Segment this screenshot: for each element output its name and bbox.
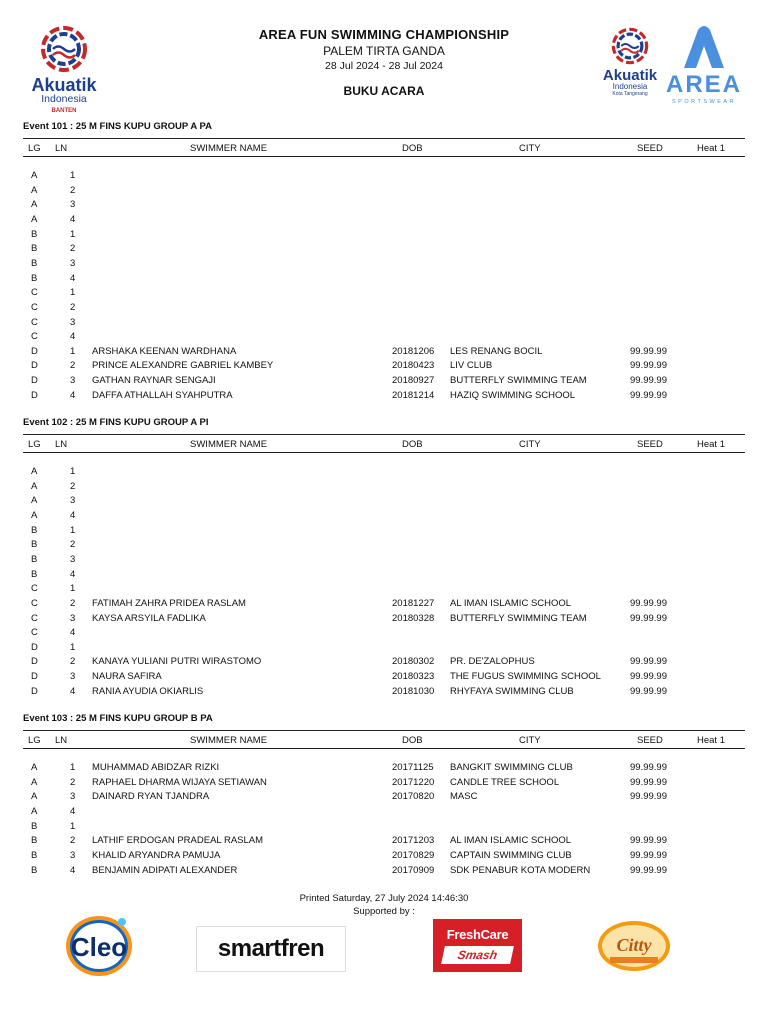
swimmer-name: FATIMAH ZAHRA PRIDEA RASLAM xyxy=(92,597,246,609)
col-header-lg: LG xyxy=(28,439,41,450)
lane-group: D xyxy=(31,656,38,668)
akuatik-sub: Indonesia xyxy=(41,93,87,105)
lane-group: A xyxy=(31,791,38,803)
table-row xyxy=(0,302,768,317)
swimmer-name: DAINARD RYAN TJANDRA xyxy=(92,791,210,803)
header-rule-bottom xyxy=(23,156,745,157)
lane-group: A xyxy=(31,805,38,817)
seed-time: 99.99.99 xyxy=(630,685,667,697)
seed-time: 99.99.99 xyxy=(630,597,667,609)
col-header-swimmer-name: SWIMMER NAME xyxy=(190,735,268,746)
lane-group: D xyxy=(31,389,38,401)
akuatik-word: Akuatik xyxy=(31,75,97,95)
table-row xyxy=(0,229,768,244)
lane-group: B xyxy=(31,524,38,536)
lane-number: 4 xyxy=(70,331,76,343)
swimmer-club: AL IMAN ISLAMIC SCHOOL xyxy=(450,835,572,847)
event-title: Event 101 : 25 M FINS KUPU GROUP A PA xyxy=(23,121,212,132)
lane-group: D xyxy=(31,375,38,387)
swimmer-dob: 20180302 xyxy=(392,656,435,668)
col-header-dob: DOB xyxy=(402,439,423,450)
lane-number: 2 xyxy=(70,656,76,668)
lane-number: 4 xyxy=(70,627,76,639)
table-row xyxy=(0,583,768,598)
swimmer-dob: 20181214 xyxy=(392,389,435,401)
col-header-dob: DOB xyxy=(402,735,423,746)
table-row xyxy=(0,569,768,584)
swimmer-dob: 20171125 xyxy=(392,762,434,773)
swimmer-name: MUHAMMAD ABIDZAR RIZKI xyxy=(92,762,220,773)
seed-time: 99.99.99 xyxy=(630,849,667,861)
swimmer-name: ARSHAKA KEENAN WARDHANA xyxy=(92,345,237,357)
akuatik-banten-logo xyxy=(22,24,106,114)
table-row xyxy=(0,627,768,642)
lane-number: 4 xyxy=(70,805,76,817)
swimmer-dob: 20170829 xyxy=(392,849,435,861)
lane-number: 4 xyxy=(70,864,76,876)
lane-group: B xyxy=(31,835,38,847)
lane-number: 1 xyxy=(70,170,76,181)
col-header-city: CITY xyxy=(519,439,541,450)
lane-group: A xyxy=(31,776,38,788)
akuatik-ring-icon xyxy=(607,26,653,66)
lane-number: 1 xyxy=(70,287,76,299)
swimmer-dob: 20171203 xyxy=(392,835,435,847)
table-row xyxy=(0,287,768,302)
table-row xyxy=(0,791,768,806)
venue: PALEM TIRTA GANDA xyxy=(323,44,445,58)
lane-group: C xyxy=(31,316,38,328)
seed-time: 99.99.99 xyxy=(630,375,667,387)
citty-logo xyxy=(596,919,672,973)
lane-number: 2 xyxy=(70,539,76,551)
lane-group: C xyxy=(31,612,38,624)
swimmer-club: THE FUGUS SWIMMING SCHOOL xyxy=(450,671,601,683)
col-header-heat: Heat 1 xyxy=(697,439,725,450)
swimmer-dob: 20170909 xyxy=(392,864,435,876)
header-rule-top xyxy=(23,138,745,139)
akuatik-ring-icon xyxy=(35,24,93,74)
table-row xyxy=(0,613,768,628)
table-row xyxy=(0,199,768,214)
swimmer-dob: 20170820 xyxy=(392,791,435,803)
cleo-word: Cleo xyxy=(70,932,128,962)
swimmer-name: RAPHAEL DHARMA WIJAYA SETIAWAN xyxy=(92,776,267,788)
smartfren-logo xyxy=(196,926,346,972)
table-row xyxy=(0,835,768,850)
col-header-swimmer-name: SWIMMER NAME xyxy=(190,439,268,450)
table-row xyxy=(0,598,768,613)
page-header xyxy=(0,0,768,120)
event-title: Event 103 : 25 M FINS KUPU GROUP B PA xyxy=(23,713,213,724)
lane-group: B xyxy=(31,849,38,861)
lane-group: A xyxy=(31,480,38,492)
lane-group: A xyxy=(31,199,38,211)
lane-number: 3 xyxy=(70,316,76,328)
freshcare-word: FreshCare xyxy=(446,927,509,942)
akuatik-tangerang-logo xyxy=(594,26,666,97)
lane-number: 4 xyxy=(70,509,76,521)
header-rule-top xyxy=(23,434,745,435)
swimmer-dob: 20181030 xyxy=(392,685,435,697)
akuatik-region: Kota Tangerang xyxy=(612,90,648,97)
table-row xyxy=(0,360,768,375)
table-row xyxy=(0,686,768,701)
col-header-lg: LG xyxy=(28,735,41,746)
lane-group: C xyxy=(31,583,38,595)
swimmer-club: HAZIQ SWIMMING SCHOOL xyxy=(450,389,576,401)
table-row xyxy=(0,243,768,258)
cleo-logo xyxy=(62,912,136,978)
col-header-ln: LN xyxy=(55,735,68,746)
lane-number: 3 xyxy=(70,849,76,861)
akuatik-word: Akuatik xyxy=(602,67,658,84)
swimmer-name: RANIA AYUDIA OKIARLIS xyxy=(92,685,204,697)
swimmer-club: MASC xyxy=(450,791,478,803)
lane-number: 1 xyxy=(70,228,76,240)
lane-number: 2 xyxy=(70,835,76,847)
table-row xyxy=(0,331,768,346)
akuatik-region: BANTEN xyxy=(51,107,77,114)
lane-number: 2 xyxy=(70,360,76,372)
lane-number: 1 xyxy=(70,762,76,773)
swimmer-name: BENJAMIN ADIPATI ALEXANDER xyxy=(92,864,238,876)
lane-group: B xyxy=(31,228,38,240)
seed-time: 99.99.99 xyxy=(630,656,667,668)
table-row xyxy=(0,554,768,569)
book-title: BUKU ACARA xyxy=(343,84,425,98)
lane-group: A xyxy=(31,762,38,773)
lane-group: B xyxy=(31,568,38,580)
lane-number: 3 xyxy=(70,671,76,683)
col-header-ln: LN xyxy=(55,439,68,450)
swimmer-dob: 20171220 xyxy=(392,776,435,788)
lane-number: 3 xyxy=(70,375,76,387)
table-row xyxy=(0,390,768,405)
lane-number: 1 xyxy=(70,641,76,653)
col-header-ln: LN xyxy=(55,143,68,154)
swimmer-name: GATHAN RAYNAR SENGAJI xyxy=(92,375,216,387)
swimmer-club: CANDLE TREE SCHOOL xyxy=(450,776,560,788)
seed-time: 99.99.99 xyxy=(630,612,667,624)
event-dates: 28 Jul 2024 - 28 Jul 2024 xyxy=(325,60,443,72)
lane-group: C xyxy=(31,627,38,639)
table-row xyxy=(0,510,768,525)
col-header-lg: LG xyxy=(28,143,41,154)
swimmer-name: KANAYA YULIANI PUTRI WIRASTOMO xyxy=(92,656,262,668)
lane-number: 3 xyxy=(70,495,76,507)
swimmer-name: LATHIF ERDOGAN PRADEAL RASLAM xyxy=(92,835,264,847)
swimmer-dob: 20180323 xyxy=(392,671,435,683)
lane-number: 3 xyxy=(70,257,76,269)
lane-number: 1 xyxy=(70,466,76,477)
lane-number: 1 xyxy=(70,583,76,595)
seed-time: 99.99.99 xyxy=(630,776,667,788)
lane-number: 4 xyxy=(70,213,76,225)
swimmer-club: SDK PENABUR KOTA MODERN xyxy=(450,864,591,876)
freshcare-sub: Smash xyxy=(441,946,514,964)
table-row xyxy=(0,806,768,821)
lane-group: A xyxy=(31,495,38,507)
lane-number: 1 xyxy=(70,524,76,536)
col-header-city: CITY xyxy=(519,735,541,746)
lane-number: 4 xyxy=(70,568,76,580)
lane-group: B xyxy=(31,553,38,565)
table-row xyxy=(0,214,768,229)
area-word: AREA xyxy=(665,71,742,98)
lane-group: B xyxy=(31,243,38,255)
swimmer-club: BUTTERFLY SWIMMING TEAM xyxy=(450,612,587,624)
seed-time: 99.99.99 xyxy=(630,345,667,357)
seed-time: 99.99.99 xyxy=(630,835,667,847)
swimmer-club: CAPTAIN SWIMMING CLUB xyxy=(450,849,572,861)
table-row xyxy=(0,170,768,185)
lane-group: A xyxy=(31,466,38,477)
swimmer-dob: 20181227 xyxy=(392,597,435,609)
swimmer-club: RHYFAYA SWIMMING CLUB xyxy=(450,685,574,697)
lane-number: 3 xyxy=(70,612,76,624)
col-header-heat: Heat 1 xyxy=(697,735,725,746)
lane-group: D xyxy=(31,345,38,357)
lane-number: 2 xyxy=(70,480,76,492)
citty-word: Citty xyxy=(616,935,652,955)
seed-time: 99.99.99 xyxy=(630,864,667,876)
lane-number: 3 xyxy=(70,553,76,565)
swimmer-club: LIV CLUB xyxy=(450,360,493,372)
lane-group: D xyxy=(31,685,38,697)
swimmer-name: KHALID ARYANDRA PAMUJA xyxy=(92,849,221,861)
table-row xyxy=(0,185,768,200)
table-row xyxy=(0,642,768,657)
seed-time: 99.99.99 xyxy=(630,762,667,773)
col-header-seed: SEED xyxy=(637,143,663,154)
lane-group: C xyxy=(31,331,38,343)
lane-number: 3 xyxy=(70,791,76,803)
lane-number: 2 xyxy=(70,776,76,788)
lane-number: 4 xyxy=(70,272,76,284)
table-row xyxy=(0,495,768,510)
col-header-heat: Heat 1 xyxy=(697,143,725,154)
lane-number: 1 xyxy=(70,345,76,357)
lane-group: A xyxy=(31,170,38,181)
seed-time: 99.99.99 xyxy=(630,791,667,803)
lane-number: 2 xyxy=(70,301,76,313)
lane-group: C xyxy=(31,597,38,609)
swimmer-name: NAURA SAFIRA xyxy=(92,671,162,683)
table-row xyxy=(0,777,768,792)
lane-group: A xyxy=(31,184,38,196)
table-row xyxy=(0,346,768,361)
swimmer-dob: 20180328 xyxy=(392,612,435,624)
title-block xyxy=(180,27,588,98)
swimmer-dob: 20180927 xyxy=(392,375,435,387)
swimmer-name: DAFFA ATHALLAH SYAHPUTRA xyxy=(92,389,233,401)
table-row xyxy=(0,671,768,686)
lane-number: 4 xyxy=(70,685,76,697)
swimmer-name: KAYSA ARSYILA FADLIKA xyxy=(92,612,206,624)
table-row xyxy=(0,656,768,671)
lane-number: 2 xyxy=(70,243,76,255)
swimmer-club: AL IMAN ISLAMIC SCHOOL xyxy=(450,597,572,609)
lane-number: 2 xyxy=(70,597,76,609)
page-title: AREA FUN SWIMMING CHAMPIONSHIP xyxy=(258,27,510,42)
table-row xyxy=(0,481,768,496)
swimmer-club: LES RENANG BOCIL xyxy=(450,345,543,357)
swimmer-name: PRINCE ALEXANDRE GABRIEL KAMBEY xyxy=(92,360,274,372)
seed-time: 99.99.99 xyxy=(630,389,667,401)
lane-number: 3 xyxy=(70,199,76,211)
area-a-icon xyxy=(678,24,730,70)
header-rule-bottom xyxy=(23,748,745,749)
lane-group: B xyxy=(31,820,38,832)
swimmer-dob: 20181206 xyxy=(392,345,435,357)
table-row xyxy=(0,850,768,865)
header-rule-bottom xyxy=(23,452,745,453)
lane-group: D xyxy=(31,360,38,372)
lane-group: C xyxy=(31,301,38,313)
lane-group: B xyxy=(31,272,38,284)
lane-group: B xyxy=(31,864,38,876)
table-row xyxy=(0,466,768,481)
lane-group: C xyxy=(31,287,38,299)
lane-group: B xyxy=(31,539,38,551)
col-header-swimmer-name: SWIMMER NAME xyxy=(190,143,268,154)
table-row xyxy=(0,762,768,777)
table-row xyxy=(0,375,768,390)
lane-group: A xyxy=(31,509,38,521)
area-sub: SPORTSWEAR xyxy=(671,99,736,105)
seed-time: 99.99.99 xyxy=(630,671,667,683)
col-header-city: CITY xyxy=(519,143,541,154)
lane-number: 4 xyxy=(70,389,76,401)
table-row xyxy=(0,317,768,332)
header-rule-top xyxy=(23,730,745,731)
printed-timestamp: Printed Saturday, 27 July 2024 14:46:30 xyxy=(299,893,469,904)
table-row xyxy=(0,525,768,540)
table-row xyxy=(0,821,768,836)
seed-time: 99.99.99 xyxy=(630,360,667,372)
akuatik-sub: Indonesia xyxy=(612,82,648,91)
table-row xyxy=(0,258,768,273)
lane-group: D xyxy=(31,671,38,683)
lane-number: 2 xyxy=(70,184,76,196)
table-row xyxy=(0,865,768,880)
table-row xyxy=(0,273,768,288)
col-header-seed: SEED xyxy=(637,439,663,450)
table-row xyxy=(0,539,768,554)
sponsor-logos xyxy=(0,912,768,984)
swimmer-club: BUTTERFLY SWIMMING TEAM xyxy=(450,375,587,387)
supported-by-label: Supported by : xyxy=(353,906,415,917)
lane-group: A xyxy=(31,213,38,225)
swimmer-club: BANGKIT SWIMMING CLUB xyxy=(450,762,573,773)
col-header-dob: DOB xyxy=(402,143,423,154)
swimmer-dob: 20180423 xyxy=(392,360,435,372)
area-sportswear-logo xyxy=(664,24,744,105)
event-title: Event 102 : 25 M FINS KUPU GROUP A PI xyxy=(23,417,209,428)
lane-group: D xyxy=(31,641,38,653)
freshcare-logo xyxy=(433,919,522,972)
col-header-seed: SEED xyxy=(637,735,663,746)
smartfren-word: smartfren xyxy=(217,935,325,962)
lane-group: B xyxy=(31,257,38,269)
lane-number: 1 xyxy=(70,820,76,832)
swimmer-club: PR. DE'ZALOPHUS xyxy=(450,656,535,668)
